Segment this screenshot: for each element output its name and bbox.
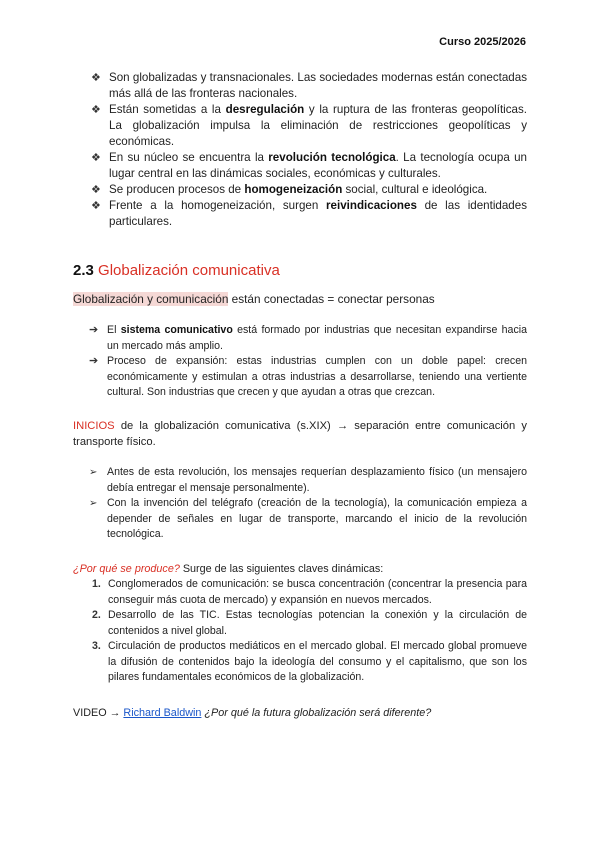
video-paragraph: VIDEO → Richard Baldwin ¿Por qué la futura globalización será diferente? bbox=[73, 707, 432, 719]
triangle-bullet-icon: ➢ bbox=[89, 467, 98, 478]
inicios-label: INICIOS bbox=[73, 420, 115, 432]
richard-baldwin-link[interactable]: Richard Baldwin bbox=[123, 707, 202, 719]
list-item: ❖ Se producen procesos de homogeneización social, cultural e ideológica. bbox=[91, 183, 488, 196]
list-number: 2. bbox=[92, 609, 101, 621]
list-item: ❖ Están sometidas a la desregulación y la ruptura de las fronteras geopolíticas. La globalización impulsa la eliminación de restricciones geopolíticas y económicas. bbox=[91, 103, 528, 148]
list-item: 3. Circulación de productos mediáticos en el mercado global. El mercado global promueve la difusión de contenidos bajo la ideología del consumo y el capitalismo, que son los pilares fundamentales económicos de la globalización. bbox=[92, 640, 527, 683]
list-item: ➔ Proceso de expansión: estas industrias cumplen con un doble papel: crecen económicamente y estimulan a otras industrias a desarrollarse, teniendo una vertiente cultural. Son industrias que crecen y que ayudan a otras que crezcan. bbox=[89, 355, 527, 398]
arrow-bullet-icon: ➔ bbox=[89, 355, 99, 367]
triangle-bullet-icon: ➢ bbox=[89, 498, 98, 509]
question-paragraph: ¿Por qué se produce? Surge de las siguientes claves dinámicas: bbox=[73, 563, 384, 575]
list-item: ➢ Con la invención del telégrafo (creación de la tecnología), la comunicación empieza a depender de señales en lugar de transporte, marcando el inicio de la revolución tecnológica. bbox=[89, 497, 527, 540]
triangle-list bbox=[0, 465, 600, 543]
list-item: 2. Desarrollo de las TIC. Estas tecnologías potencian la conexión y la circulación de contenidos a nivel global. bbox=[92, 609, 527, 637]
list-number: 1. bbox=[92, 578, 101, 590]
diamond-bullet-icon: ❖ bbox=[91, 72, 101, 84]
characteristics-list bbox=[0, 70, 600, 230]
list-item: ➔ El sistema comunicativo está formado por industrias que necesitan expandirse hacia un mercado más amplio. bbox=[89, 324, 527, 352]
arrow-list bbox=[0, 323, 600, 401]
diamond-bullet-icon: ❖ bbox=[91, 104, 101, 116]
section-number: 2.3 bbox=[73, 262, 94, 279]
question-label: ¿Por qué se produce? bbox=[73, 563, 180, 575]
section-title: Globalización comunicativa bbox=[98, 262, 280, 279]
diamond-bullet-icon: ❖ bbox=[91, 152, 101, 164]
list-item: ➢ Antes de esta revolución, los mensajes requerían desplazamiento físico (un mensajero debía entregar el mensaje personalmente). bbox=[89, 466, 527, 494]
course-header: Curso 2025/2026 bbox=[439, 36, 526, 48]
diamond-bullet-icon: ❖ bbox=[91, 184, 101, 196]
list-item: ❖ Son globalizadas y transnacionales. Las sociedades modernas están conectadas más allá de las fronteras nacionales. bbox=[91, 71, 527, 100]
list-item: ❖ En su núcleo se encuentra la revolución tecnológica. La tecnología ocupa un lugar central en las dinámicas sociales, económicas y culturales. bbox=[91, 151, 527, 180]
list-item: 1. Conglomerados de comunicación: se busca concentración (concentrar la presencia para conseguir más cuota de mercado) y expansión en nuevos mercados. bbox=[92, 578, 527, 606]
intro-paragraph: Globalización y comunicación están conectadas = conectar personas bbox=[73, 292, 435, 306]
highlighted-text: Globalización y comunicación bbox=[73, 292, 229, 306]
numbered-list bbox=[0, 577, 600, 686]
list-item: ❖ Frente a la homogeneización, surgen reivindicaciones de las identidades particulares. bbox=[91, 199, 528, 228]
diamond-bullet-icon: ❖ bbox=[91, 200, 101, 212]
list-number: 3. bbox=[92, 640, 101, 652]
inicios-paragraph: INICIOS de la globalización comunicativa (s.XIX) → separación entre comunicación y transporte físico. bbox=[73, 420, 527, 448]
arrow-bullet-icon: ➔ bbox=[89, 324, 99, 336]
section-heading bbox=[73, 262, 280, 279]
